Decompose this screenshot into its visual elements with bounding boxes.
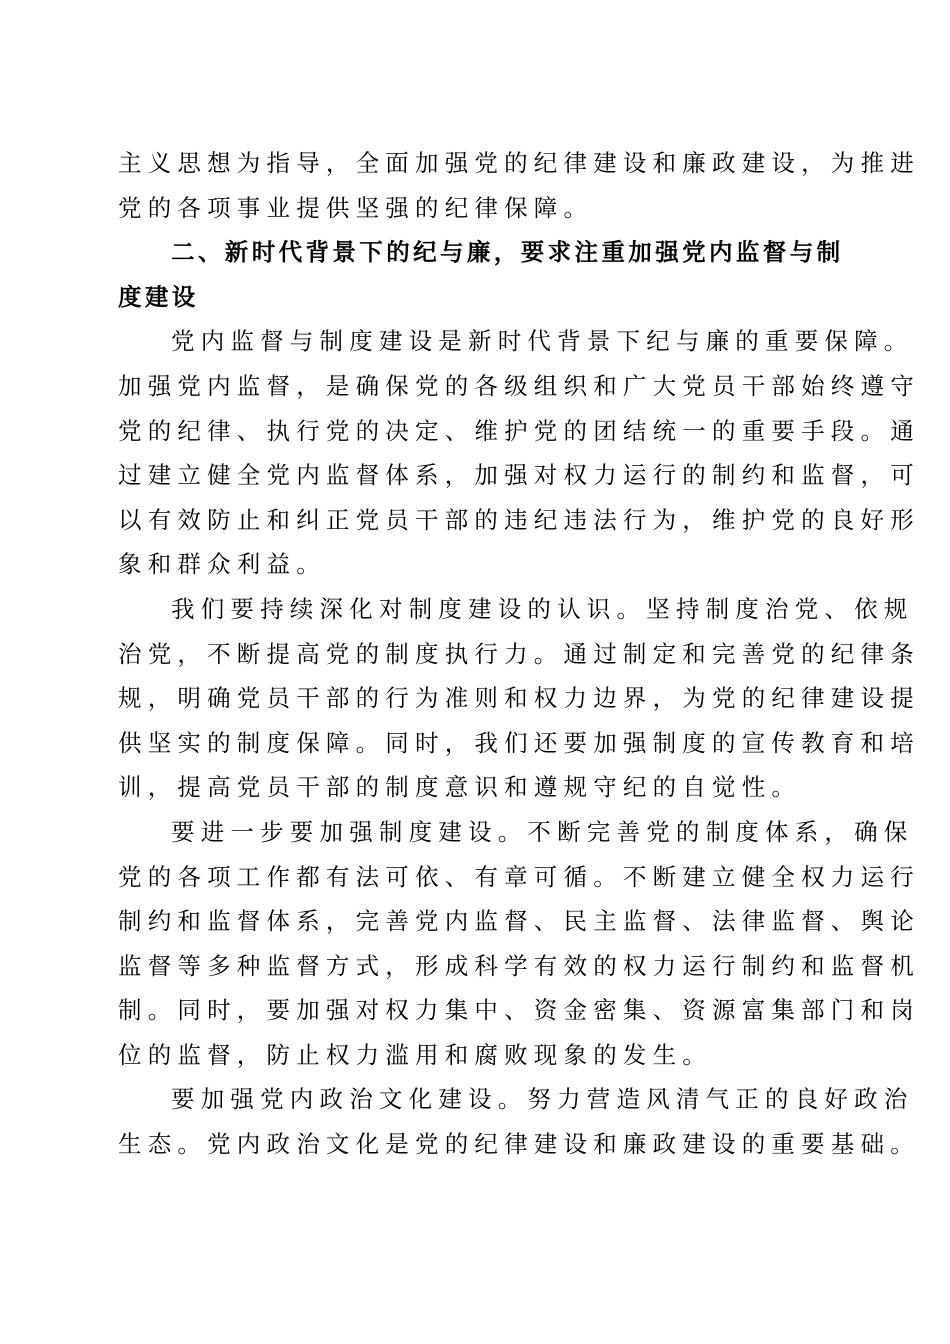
- paragraph-system-awareness: [118, 587, 920, 810]
- text-line: 党内监督与制度建设是新时代背景下纪与廉的重要保障。: [171, 327, 914, 356]
- paragraph-system-building: [118, 810, 920, 1078]
- text-line: 以有效防止和纠正党员干部的违纪违法行为，维护党的良好形: [118, 505, 920, 534]
- text-line: 制。同时，要加强对权力集中、资金密集、资源富集部门和岗: [118, 996, 920, 1025]
- text-line: 规，明确党员干部的行为准则和权力边界，为党的纪律建设提: [118, 684, 920, 713]
- heading-line: 度建设: [118, 282, 199, 311]
- heading-line: 二、新时代背景下的纪与廉，要求注重加强党内监督与制: [171, 238, 844, 267]
- text-line: 位的监督，防止权力滥用和腐败现象的发生。: [118, 1040, 712, 1069]
- paragraph-continuation: [118, 141, 920, 230]
- paragraph-political-culture: [118, 1077, 920, 1166]
- text-line: 要进一步要加强制度建设。不断完善党的制度体系，确保: [171, 817, 914, 846]
- section-heading: [118, 230, 844, 319]
- paragraph-supervision: [118, 319, 920, 587]
- text-line: 党的各项工作都有法可依、有章可循。不断建立健全权力运行: [118, 862, 920, 891]
- text-line: 象和群众利益。: [118, 550, 326, 579]
- text-line: 制约和监督体系，完善党内监督、民主监督、法律监督、舆论: [118, 907, 920, 936]
- text-line: 党的纪律、执行党的决定、维护党的团结统一的重要手段。通: [118, 416, 920, 445]
- text-line: 我们要持续深化对制度建设的认识。坚持制度治党、依规: [171, 594, 914, 623]
- document-page: [118, 141, 920, 1167]
- text-line: 生态。党内政治文化是党的纪律建设和廉政建设的重要基础。: [118, 1130, 920, 1159]
- text-line: 监督等多种监督方式，形成科学有效的权力运行制约和监督机: [118, 951, 920, 980]
- text-line: 党的各项事业提供坚强的纪律保障。: [118, 193, 594, 222]
- text-line: 训，提高党员干部的制度意识和遵规守纪的自觉性。: [118, 773, 802, 802]
- text-line: 过建立健全党内监督体系，加强对权力运行的制约和监督，可: [118, 461, 920, 490]
- text-line: 治党，不断提高党的制度执行力。通过制定和完善党的纪律条: [118, 639, 920, 668]
- text-line: 要加强党内政治文化建设。努力营造风清气正的良好政治: [171, 1085, 914, 1114]
- text-line: 加强党内监督，是确保党的各级组织和广大党员干部始终遵守: [118, 371, 920, 400]
- text-line: 供坚实的制度保障。同时，我们还要加强制度的宣传教育和培: [118, 728, 920, 757]
- text-line: 主义思想为指导，全面加强党的纪律建设和廉政建设，为推进: [118, 149, 920, 177]
